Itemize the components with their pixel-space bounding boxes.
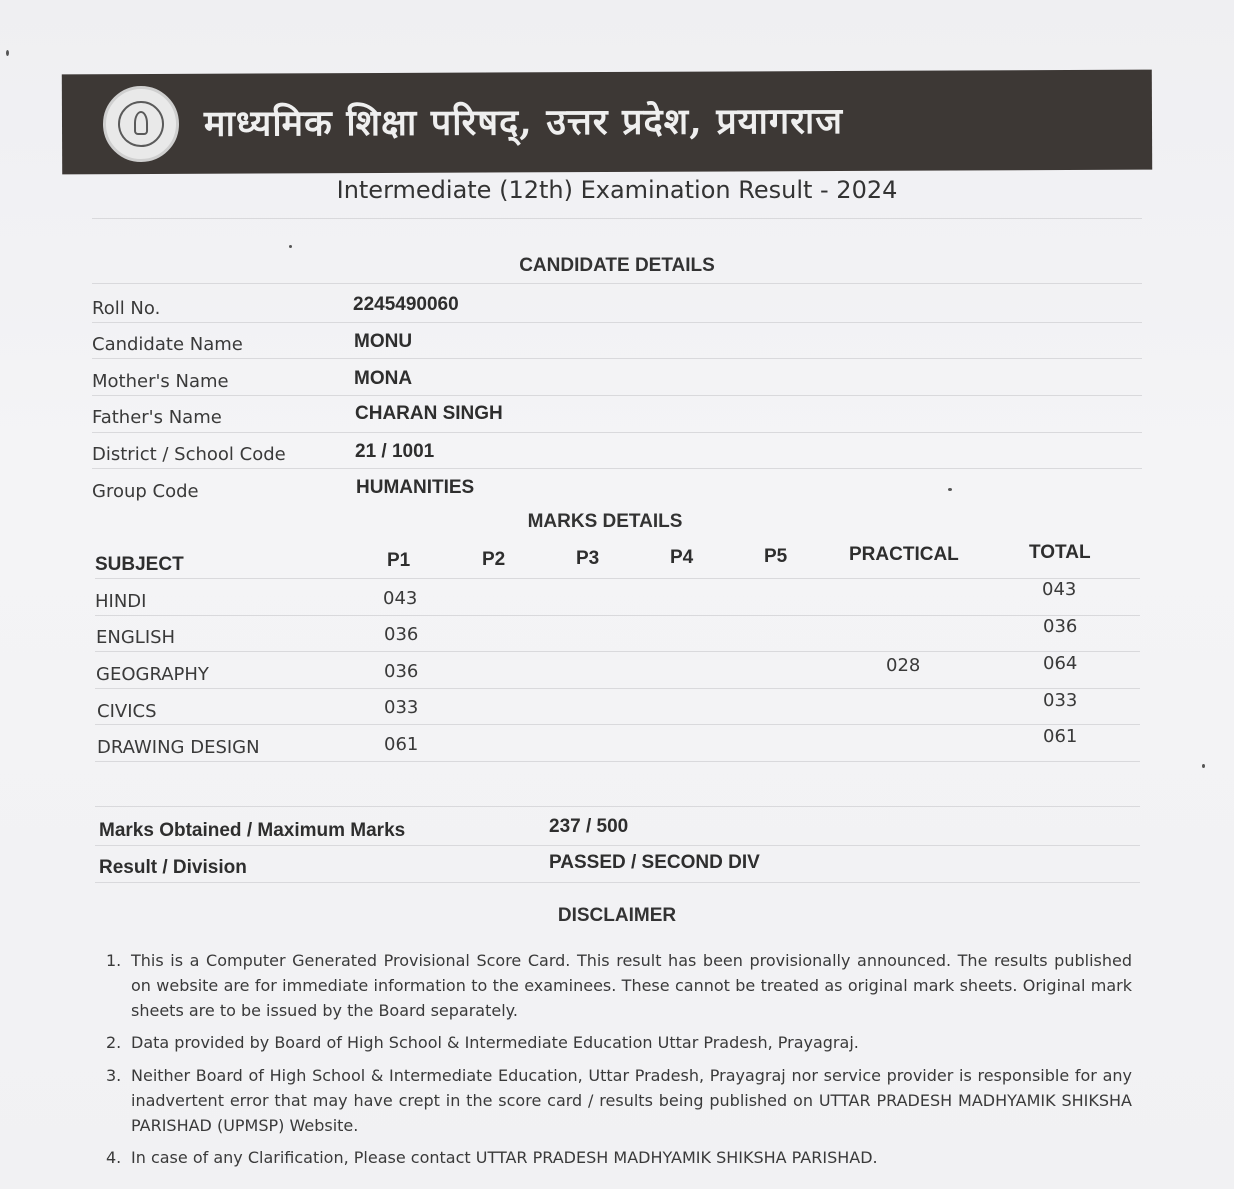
col-p4: P4 (670, 547, 694, 568)
paper-speck (6, 50, 9, 56)
header-banner (62, 70, 1152, 175)
roll-no-value: 2245490060 (353, 294, 459, 315)
disclaimer-item (106, 1063, 1132, 1138)
divider (92, 283, 1142, 284)
col-p5: P5 (764, 546, 788, 567)
divider (95, 724, 1140, 725)
result-division-value: PASSED / SECOND DIV (549, 852, 760, 873)
marks-obtained-label: Marks Obtained / Maximum Marks (99, 820, 406, 841)
p1-cell: 036 (384, 624, 419, 645)
disclaimer-number: 1. (106, 951, 122, 970)
total-cell: 033 (1043, 690, 1078, 711)
disclaimer-text: Neither Board of High School & Intermediate Education, Uttar Pradesh, Prayagraj nor service provider is responsible for any inadvertent error that may have crept in the score card / results being published on UTTAR PRADESH MADHYAMIK SHIKSHA PARISHAD (UPMSP) Website. (131, 1066, 1132, 1135)
col-total: TOTAL (1029, 542, 1091, 563)
total-cell: 043 (1042, 579, 1077, 600)
p1-cell: 036 (384, 661, 419, 682)
divider (95, 651, 1140, 652)
paper-speck (289, 245, 292, 248)
divider (92, 395, 1142, 396)
subject-cell: DRAWING DESIGN (97, 737, 260, 758)
roll-no-label: Roll No. (92, 298, 161, 319)
col-p2: P2 (482, 549, 506, 570)
divider (95, 615, 1140, 616)
subject-cell: ENGLISH (96, 627, 176, 648)
disclaimer-number: 3. (106, 1066, 122, 1085)
father-name-label: Father's Name (92, 407, 222, 428)
candidate-details-heading: CANDIDATE DETAILS (519, 255, 715, 276)
total-cell: 061 (1043, 726, 1078, 747)
candidate-name-value: MONU (354, 331, 413, 352)
mother-name-label: Mother's Name (92, 371, 229, 392)
paper-speck (948, 488, 952, 491)
divider (92, 432, 1142, 433)
divider (95, 806, 1140, 807)
disclaimer-item (106, 948, 1132, 1023)
col-practical: PRACTICAL (849, 544, 959, 565)
divider (95, 845, 1140, 846)
disclaimer-text: In case of any Clarification, Please contact UTTAR PRADESH MADHYAMIK SHIKSHA PARISHAD. (131, 1148, 878, 1167)
divider (92, 218, 1142, 219)
total-cell: 064 (1043, 653, 1078, 674)
p1-cell: 061 (384, 734, 419, 755)
district-school-code-label: District / School Code (92, 444, 286, 465)
p1-cell: 043 (383, 588, 418, 609)
col-subject: SUBJECT (95, 554, 184, 575)
disclaimer-text: Data provided by Board of High School & Intermediate Education Uttar Pradesh, Prayagraj. (131, 1033, 859, 1052)
candidate-name-label: Candidate Name (92, 334, 243, 355)
father-name-value: CHARAN SINGH (355, 403, 503, 424)
divider (92, 322, 1142, 323)
result-division-label: Result / Division (99, 857, 247, 878)
divider (92, 468, 1142, 469)
exam-title: Intermediate (12th) Examination Result - 2024 (336, 176, 898, 204)
marks-obtained-value: 237 / 500 (549, 816, 629, 837)
disclaimer-number: 2. (106, 1033, 122, 1052)
marks-details-heading: MARKS DETAILS (527, 511, 683, 532)
subject-cell: HINDI (95, 591, 147, 612)
board-logo-icon (103, 86, 179, 162)
disclaimer-number: 4. (106, 1148, 122, 1167)
col-p3: P3 (576, 548, 600, 569)
practical-cell: 028 (886, 655, 921, 676)
group-code-label: Group Code (92, 481, 199, 502)
subject-cell: CIVICS (97, 701, 157, 722)
disclaimer-heading: DISCLAIMER (557, 905, 677, 926)
p1-cell: 033 (384, 697, 419, 718)
divider (92, 358, 1142, 359)
paper-speck (1202, 764, 1205, 768)
divider (95, 761, 1140, 762)
mother-name-value: MONA (354, 368, 413, 389)
divider (95, 688, 1140, 689)
subject-cell: GEOGRAPHY (96, 664, 209, 685)
total-cell: 036 (1043, 616, 1078, 637)
disclaimer-item (106, 1030, 1132, 1055)
col-p1: P1 (387, 550, 411, 571)
disclaimer-item (106, 1145, 1132, 1170)
disclaimer-text: This is a Computer Generated Provisional Score Card. This result has been provisionally announced. The results published on website are for immediate information to the examinees. These cannot be treated as original mark sheets. Original mark sheets are to be issued by the Board separately. (131, 951, 1132, 1020)
district-school-code-value: 21 / 1001 (355, 441, 435, 462)
divider (95, 882, 1140, 883)
divider (95, 578, 1140, 579)
org-name: माध्यमिक शिक्षा परिषद्, उत्तर प्रदेश, प्रयागराज (203, 99, 844, 145)
group-code-value: HUMANITIES (356, 477, 475, 498)
